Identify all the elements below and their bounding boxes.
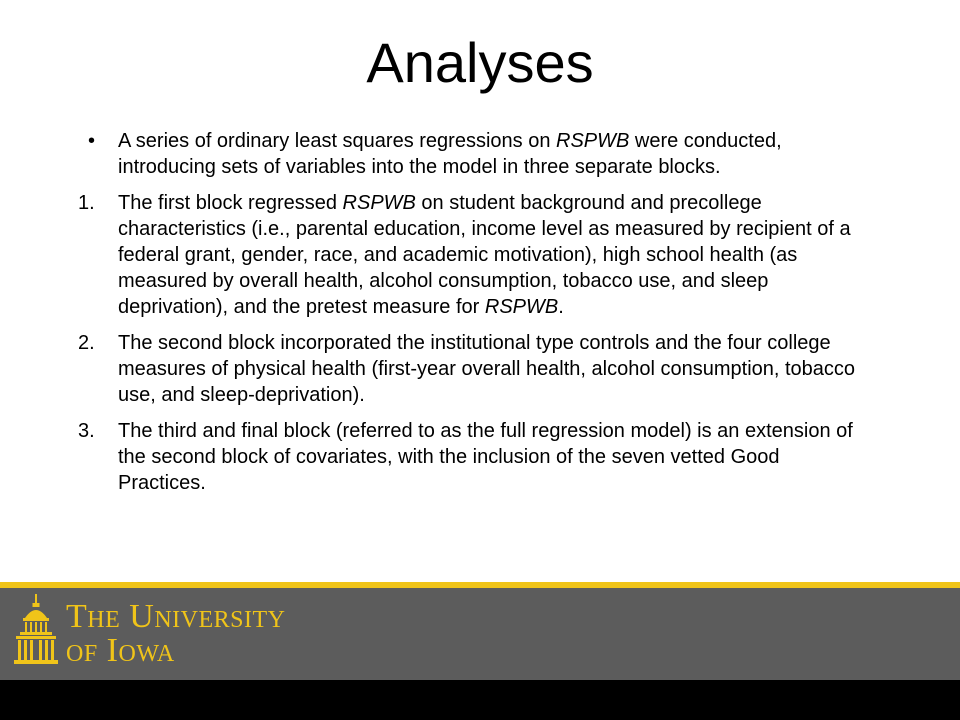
numbered-item xyxy=(78,418,858,496)
text-segment: The second block incorporated the institutional type controls and the four college measures of physical health (first-year overall health, alcohol consumption, tobacco use, and sleep-deprivation). xyxy=(118,332,856,406)
text-segment: were conducted, introducing sets of variables into the model in three separate blocks. xyxy=(118,130,782,178)
bullet-marker: • xyxy=(88,130,96,152)
university-wordmark xyxy=(66,600,285,668)
italic-term: RSPWB xyxy=(556,130,630,152)
content-list xyxy=(78,128,858,506)
wordmark-line-1: The University xyxy=(66,598,286,635)
slide-title: Analyses xyxy=(366,31,594,94)
text-segment: . xyxy=(558,296,564,318)
item-text xyxy=(118,130,782,178)
bottom-black-band xyxy=(0,680,960,720)
numbered-item xyxy=(78,330,858,408)
text-segment: on student background and precollege characteristics (i.e., parental education, income level as measured by recipient of a federal grant, gender, race, and academic motivation), high school health (as measured by overall health, alcohol consumption, tobacco use, and sleep deprivation), and the pretest measure for xyxy=(118,192,851,318)
item-text xyxy=(118,332,855,406)
number-marker: 2. xyxy=(78,332,95,354)
item-text xyxy=(118,192,851,318)
text-segment: A series of ordinary least squares regressions on xyxy=(118,130,556,152)
text-segment: The first block regressed xyxy=(118,192,343,214)
bullet-item xyxy=(78,128,858,180)
old-capitol-dome-icon xyxy=(12,594,60,668)
text-segment: The third and final block (referred to as the full regression model) is an extension of the second block of covariates, with the inclusion of the seven vetted Good Practices. xyxy=(118,420,853,494)
number-marker: 3. xyxy=(78,420,95,442)
italic-term: RSPWB xyxy=(342,192,416,214)
wordmark-line-2: of Iowa xyxy=(66,632,175,669)
item-text xyxy=(118,420,853,494)
numbered-item xyxy=(78,190,858,320)
number-marker: 1. xyxy=(78,192,95,214)
italic-term: RSPWB xyxy=(484,296,559,318)
